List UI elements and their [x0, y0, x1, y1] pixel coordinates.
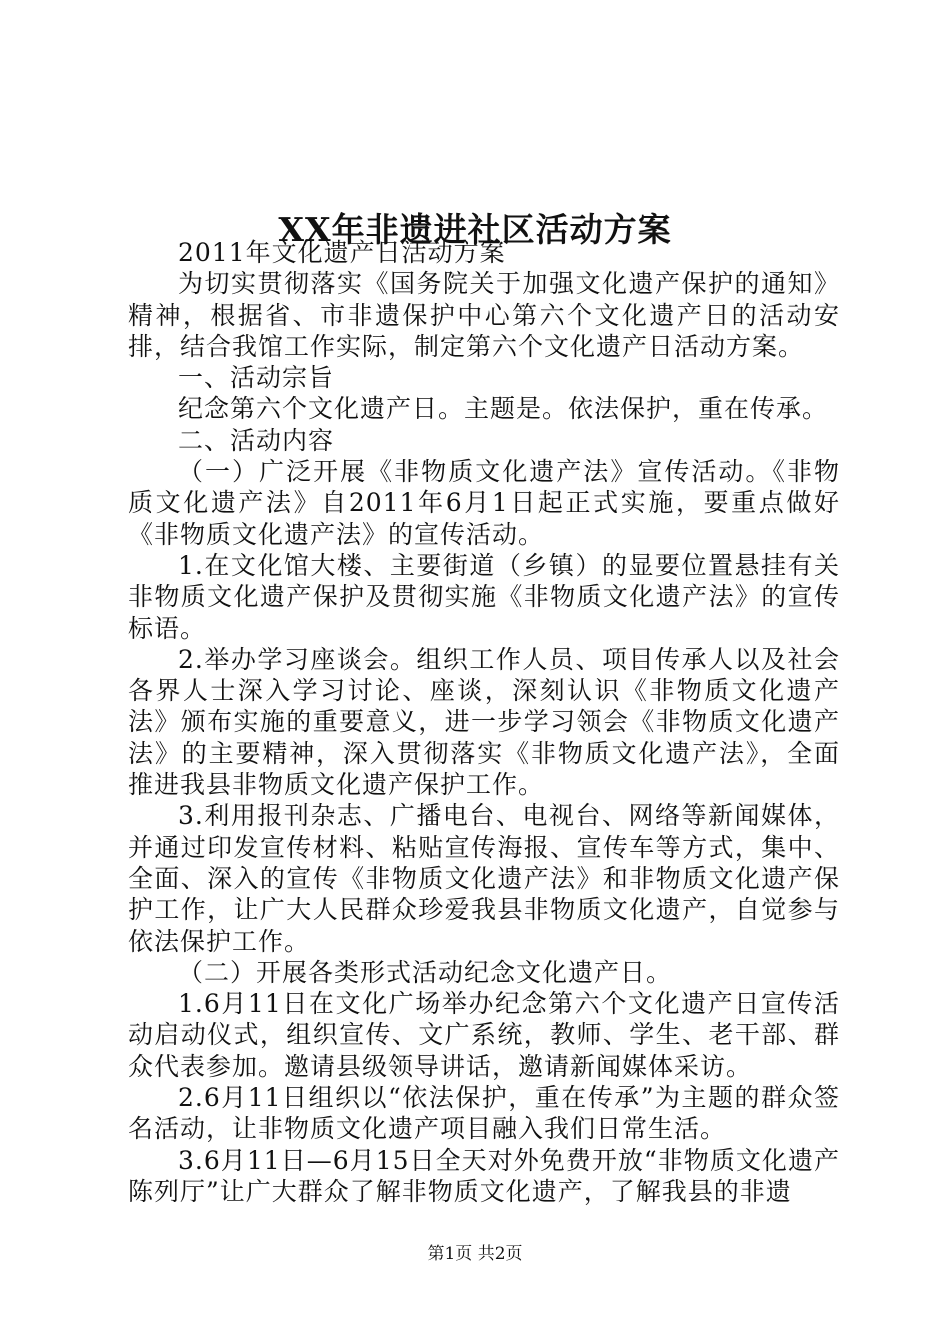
- document-body: [128, 237, 840, 1207]
- subsection-one: （一）广泛开展《非物质文化遗产法》宣传活动。《非物质文化遗产法》自2011年6月1日起正式实施，要重点做好《非物质文化遗产法》的宣传活动。: [128, 457, 840, 549]
- subsection-two: （二）开展各类形式活动纪念文化遗产日。: [178, 957, 673, 987]
- section-heading-purpose: 一、活动宗旨: [178, 363, 335, 393]
- list-item-3: 3.利用报刊杂志、广播电台、电视台、网络等新闻媒体，并通过印发宣传材料、粘贴宣传海报、宣传车等方式，集中、全面、深入的宣传《非物质文化遗产法》和非物质文化遗产保护工作，让广大人民群众珍爱我县非物质文化遗产，自觉参与依法保护工作。: [128, 801, 840, 956]
- section-heading-content: 二、活动内容: [178, 425, 335, 455]
- paragraph-intro: 为切实贯彻落实《国务院关于加强文化遗产保护的通知》精神，根据省、市非遗保护中心第六个文化遗产日的活动安排，结合我馆工作实际，制定第六个文化遗产日活动方案。: [128, 269, 840, 361]
- list-item-2-1: 1.6月11日在文化广场举办纪念第六个文化遗产日宣传活动启动仪式，组织宣传、文广系统，教师、学生、老干部、群众代表参加。邀请县级领导讲话，邀请新闻媒体采访。: [128, 989, 840, 1081]
- list-item-2: 2.举办学习座谈会。组织工作人员、项目传承人以及社会各界人士深入学习讨论、座谈，深刻认识《非物质文化遗产法》颁布实施的重要意义，进一步学习领会《非物质文化遗产法》的主要精神，深入贯彻落实《非物质文化遗产法》，全面推进我县非物质文化遗产保护工作。: [128, 644, 840, 800]
- list-item-1: 1.在文化馆大楼、主要街道（乡镇）的显要位置悬挂有关非物质文化遗产保护及贯彻实施《非物质文化遗产法》的宣传标语。: [128, 550, 840, 643]
- list-item-2-3: 3.6月11日—6月15日全天对外免费开放“非物质文化遗产陈列厅”让广大群众了解非物质文化遗产，了解我县的非遗: [128, 1145, 840, 1206]
- list-item-2-2: 2.6月11日组织以“依法保护，重在传承”为主题的群众签名活动，让非物质文化遗产项目融入我们日常生活。: [128, 1083, 840, 1144]
- page-footer: 第1页 共2页: [427, 1244, 523, 1264]
- paragraph-purpose: 纪念第六个文化遗产日。主题是。依法保护，重在传承。: [178, 394, 829, 424]
- document-title: XX年非遗进社区活动方案: [278, 210, 672, 250]
- paragraph-subtitle: 2011年文化遗产日活动方案: [178, 238, 506, 267]
